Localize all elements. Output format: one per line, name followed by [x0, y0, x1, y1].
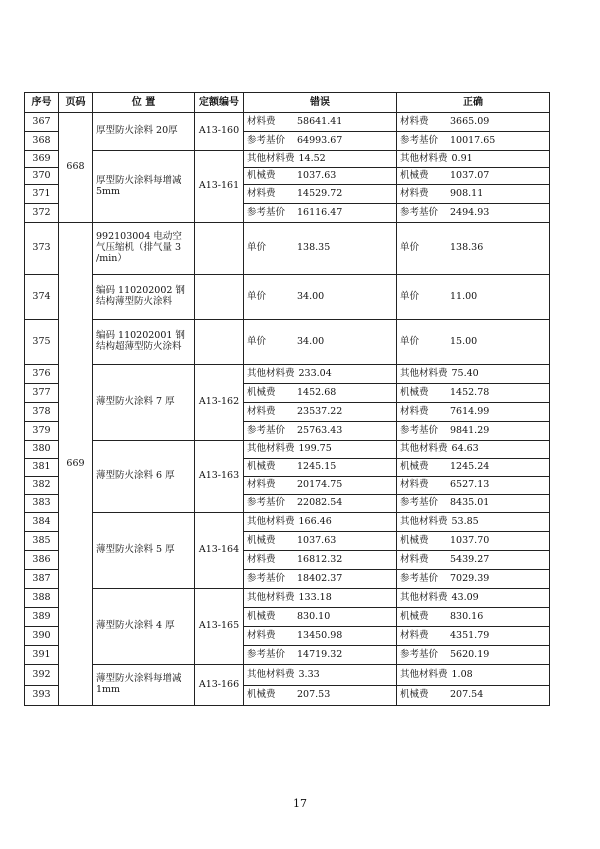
- table-row: [25, 441, 550, 459]
- correct-cell: [397, 223, 550, 275]
- seq-cell: 368: [25, 132, 59, 151]
- wrong-value: 1037.63: [297, 534, 337, 546]
- wrong-cell: [244, 459, 397, 477]
- correct-cell: [397, 185, 550, 204]
- header-wrong: 错误: [244, 93, 397, 113]
- correct-label: 其他材料费: [400, 443, 448, 455]
- wrong-cell: [244, 608, 397, 627]
- wrong-value: 199.75: [298, 443, 332, 455]
- header-page: 页码: [59, 93, 93, 113]
- correct-label: 参考基价: [400, 648, 439, 660]
- seq-cell: 371: [25, 185, 59, 204]
- wrong-label: 材料费: [247, 479, 276, 491]
- quota-code-cell: [195, 320, 244, 365]
- wrong-cell: [244, 646, 397, 665]
- correct-value: 1037.07: [450, 169, 490, 181]
- seq-cell: 375: [25, 320, 59, 365]
- table-row: [25, 151, 550, 168]
- seq-cell: 372: [25, 204, 59, 223]
- seq-cell: 373: [25, 223, 59, 275]
- header-location: 位 置: [93, 93, 195, 113]
- wrong-value: 3.33: [298, 668, 320, 680]
- correct-label: 材料费: [400, 629, 429, 641]
- correct-label: 其他材料费: [400, 668, 448, 680]
- wrong-value: 23537.22: [297, 405, 343, 417]
- correct-value: 1245.24: [450, 461, 490, 473]
- correct-value: 138.36: [450, 242, 484, 254]
- correct-value: 2494.93: [450, 206, 490, 218]
- table-row: [25, 113, 550, 132]
- wrong-label: 机械费: [247, 610, 276, 622]
- correct-cell: [397, 477, 550, 495]
- page-number: 17: [293, 797, 307, 810]
- correct-label: 机械费: [400, 534, 429, 546]
- wrong-cell: [244, 551, 397, 570]
- correct-cell: [397, 495, 550, 513]
- seq-cell: 374: [25, 275, 59, 320]
- header-correct: 正确: [397, 93, 550, 113]
- wrong-label: 材料费: [247, 115, 276, 127]
- correct-value: 4351.79: [450, 629, 490, 641]
- location-cell: 薄型防火涂料每增减 1mm: [93, 665, 195, 706]
- location-cell: 厚型防火涂料 20厚: [93, 113, 195, 151]
- seq-cell: 382: [25, 477, 59, 495]
- correct-value: 11.00: [450, 290, 478, 302]
- correct-value: 6527.13: [450, 479, 490, 491]
- wrong-cell: [244, 132, 397, 151]
- wrong-value: 14529.72: [297, 187, 343, 199]
- wrong-cell: [244, 365, 397, 384]
- wrong-cell: [244, 532, 397, 551]
- correct-label: 参考基价: [400, 206, 439, 218]
- correct-cell: [397, 422, 550, 441]
- correct-value: 43.09: [451, 591, 479, 603]
- table-row: [25, 513, 550, 532]
- quota-code-cell: A13-166: [195, 665, 244, 706]
- correct-label: 参考基价: [400, 134, 439, 146]
- wrong-value: 58641.41: [297, 115, 343, 127]
- wrong-label: 机械费: [247, 534, 276, 546]
- wrong-cell: [244, 185, 397, 204]
- wrong-value: 1037.63: [297, 169, 337, 181]
- correct-cell: [397, 551, 550, 570]
- table-row: [25, 365, 550, 384]
- wrong-label: 材料费: [247, 187, 276, 199]
- correct-cell: [397, 365, 550, 384]
- wrong-value: 830.10: [297, 610, 331, 622]
- header-seq: 序号: [25, 93, 59, 113]
- page-cell: 669: [59, 223, 93, 706]
- correct-label: 材料费: [400, 187, 429, 199]
- quota-code-cell: A13-164: [195, 513, 244, 589]
- correct-value: 3665.09: [450, 115, 490, 127]
- correct-label: 材料费: [400, 405, 429, 417]
- location-cell: 992103004 电动空气压缩机（排气量 3 /min）: [93, 223, 195, 275]
- wrong-label: 参考基价: [247, 134, 286, 146]
- wrong-value: 34.00: [297, 335, 325, 347]
- wrong-cell: [244, 441, 397, 459]
- seq-cell: 381: [25, 459, 59, 477]
- errata-table: [24, 92, 550, 706]
- seq-cell: 384: [25, 513, 59, 532]
- table-row: [25, 665, 550, 686]
- header-code: 定额编号: [195, 93, 244, 113]
- quota-code-cell: A13-162: [195, 365, 244, 441]
- seq-cell: 370: [25, 168, 59, 185]
- wrong-cell: [244, 384, 397, 403]
- correct-label: 材料费: [400, 115, 429, 127]
- errata-body: [25, 113, 550, 706]
- seq-cell: 388: [25, 589, 59, 608]
- wrong-cell: [244, 113, 397, 132]
- correct-cell: [397, 132, 550, 151]
- wrong-cell: [244, 168, 397, 185]
- wrong-label: 参考基价: [247, 648, 286, 660]
- seq-cell: 369: [25, 151, 59, 168]
- correct-value: 0.91: [451, 152, 473, 164]
- wrong-label: 单价: [247, 242, 267, 254]
- seq-cell: 380: [25, 441, 59, 459]
- wrong-value: 14.52: [298, 152, 326, 164]
- correct-value: 5620.19: [450, 648, 490, 660]
- wrong-label: 单价: [247, 290, 267, 302]
- seq-cell: 390: [25, 627, 59, 646]
- seq-cell: 385: [25, 532, 59, 551]
- seq-cell: 389: [25, 608, 59, 627]
- correct-value: 830.16: [450, 610, 484, 622]
- correct-cell: [397, 441, 550, 459]
- correct-cell: [397, 168, 550, 185]
- correct-cell: [397, 686, 550, 706]
- wrong-cell: [244, 513, 397, 532]
- correct-label: 单价: [400, 335, 420, 347]
- quota-code-cell: A13-163: [195, 441, 244, 513]
- location-cell: 薄型防火涂料 6 厚: [93, 441, 195, 513]
- wrong-cell: [244, 627, 397, 646]
- correct-label: 单价: [400, 290, 420, 302]
- seq-cell: 393: [25, 686, 59, 706]
- location-cell: 厚型防火涂料每增减 5mm: [93, 151, 195, 223]
- correct-value: 7614.99: [450, 405, 490, 417]
- table-row: [25, 589, 550, 608]
- correct-label: 机械费: [400, 610, 429, 622]
- wrong-label: 其他材料费: [247, 515, 295, 527]
- correct-cell: [397, 513, 550, 532]
- correct-cell: [397, 384, 550, 403]
- correct-cell: [397, 204, 550, 223]
- wrong-value: 166.46: [298, 515, 332, 527]
- wrong-cell: [244, 422, 397, 441]
- wrong-label: 参考基价: [247, 424, 286, 436]
- wrong-cell: [244, 204, 397, 223]
- wrong-label: 机械费: [247, 461, 276, 473]
- correct-cell: [397, 627, 550, 646]
- wrong-cell: [244, 686, 397, 706]
- wrong-value: 16812.32: [297, 553, 343, 565]
- correct-value: 9841.29: [450, 424, 490, 436]
- wrong-value: 133.18: [298, 591, 332, 603]
- correct-cell: [397, 589, 550, 608]
- correct-label: 材料费: [400, 553, 429, 565]
- wrong-label: 材料费: [247, 553, 276, 565]
- seq-cell: 379: [25, 422, 59, 441]
- wrong-label: 参考基价: [247, 497, 286, 509]
- wrong-value: 22082.54: [297, 497, 343, 509]
- correct-label: 机械费: [400, 689, 429, 701]
- page-cell: 668: [59, 113, 93, 223]
- location-cell: 薄型防火涂料 7 厚: [93, 365, 195, 441]
- location-cell: 编码 110202002 钢结构薄型防火涂料: [93, 275, 195, 320]
- location-cell: 薄型防火涂料 5 厚: [93, 513, 195, 589]
- correct-value: 64.63: [451, 443, 479, 455]
- quota-code-cell: [195, 223, 244, 275]
- correct-cell: [397, 646, 550, 665]
- seq-cell: 387: [25, 570, 59, 589]
- wrong-cell: [244, 275, 397, 320]
- correct-cell: [397, 459, 550, 477]
- correct-value: 15.00: [450, 335, 478, 347]
- wrong-label: 机械费: [247, 689, 276, 701]
- correct-label: 参考基价: [400, 424, 439, 436]
- wrong-label: 其他材料费: [247, 443, 295, 455]
- table-row: [25, 223, 550, 275]
- wrong-cell: [244, 570, 397, 589]
- seq-cell: 378: [25, 403, 59, 422]
- location-cell: 编码 110202001 钢结构超薄型防火涂料: [93, 320, 195, 365]
- correct-label: 材料费: [400, 479, 429, 491]
- correct-cell: [397, 570, 550, 589]
- seq-cell: 367: [25, 113, 59, 132]
- wrong-cell: [244, 665, 397, 686]
- location-cell: 薄型防火涂料 4 厚: [93, 589, 195, 665]
- wrong-label: 单价: [247, 335, 267, 347]
- wrong-label: 材料费: [247, 405, 276, 417]
- seq-cell: 377: [25, 384, 59, 403]
- correct-value: 5439.27: [450, 553, 490, 565]
- correct-value: 10017.65: [450, 134, 496, 146]
- wrong-cell: [244, 477, 397, 495]
- correct-cell: [397, 275, 550, 320]
- quota-code-cell: [195, 275, 244, 320]
- correct-value: 75.40: [451, 367, 479, 379]
- wrong-value: 34.00: [297, 290, 325, 302]
- wrong-cell: [244, 495, 397, 513]
- wrong-label: 材料费: [247, 629, 276, 641]
- correct-cell: [397, 320, 550, 365]
- correct-value: 8435.01: [450, 497, 490, 509]
- correct-label: 参考基价: [400, 572, 439, 584]
- correct-cell: [397, 113, 550, 132]
- wrong-value: 18402.37: [297, 572, 343, 584]
- correct-value: 207.54: [450, 689, 484, 701]
- wrong-value: 207.53: [297, 689, 331, 701]
- wrong-value: 16116.47: [297, 206, 343, 218]
- correct-label: 机械费: [400, 386, 429, 398]
- wrong-cell: [244, 320, 397, 365]
- seq-cell: 386: [25, 551, 59, 570]
- wrong-value: 25763.43: [297, 424, 343, 436]
- correct-value: 1037.70: [450, 534, 490, 546]
- correct-label: 参考基价: [400, 497, 439, 509]
- wrong-value: 14719.32: [297, 648, 343, 660]
- seq-cell: 391: [25, 646, 59, 665]
- seq-cell: 376: [25, 365, 59, 384]
- wrong-label: 其他材料费: [247, 367, 295, 379]
- correct-label: 机械费: [400, 169, 429, 181]
- header-row: [25, 93, 550, 113]
- quota-code-cell: A13-160: [195, 113, 244, 151]
- correct-label: 其他材料费: [400, 515, 448, 527]
- wrong-label: 参考基价: [247, 206, 286, 218]
- correct-value: 1452.78: [450, 386, 490, 398]
- wrong-cell: [244, 151, 397, 168]
- correct-value: 53.85: [451, 515, 479, 527]
- wrong-cell: [244, 223, 397, 275]
- table-row: [25, 275, 550, 320]
- correct-label: 其他材料费: [400, 591, 448, 603]
- correct-label: 机械费: [400, 461, 429, 473]
- correct-value: 908.11: [450, 187, 484, 199]
- wrong-value: 64993.67: [297, 134, 343, 146]
- seq-cell: 392: [25, 665, 59, 686]
- correct-cell: [397, 151, 550, 168]
- wrong-label: 其他材料费: [247, 668, 295, 680]
- wrong-value: 13450.98: [297, 629, 343, 641]
- wrong-label: 机械费: [247, 386, 276, 398]
- correct-value: 7029.39: [450, 572, 490, 584]
- quota-code-cell: A13-165: [195, 589, 244, 665]
- wrong-value: 1245.15: [297, 461, 337, 473]
- wrong-value: 1452.68: [297, 386, 337, 398]
- wrong-label: 其他材料费: [247, 152, 295, 164]
- correct-value: 1.08: [451, 668, 473, 680]
- wrong-label: 机械费: [247, 169, 276, 181]
- seq-cell: 383: [25, 495, 59, 513]
- wrong-label: 其他材料费: [247, 591, 295, 603]
- table-row: [25, 320, 550, 365]
- wrong-label: 参考基价: [247, 572, 286, 584]
- correct-label: 单价: [400, 242, 420, 254]
- wrong-value: 138.35: [297, 242, 331, 254]
- correct-cell: [397, 403, 550, 422]
- quota-code-cell: A13-161: [195, 151, 244, 223]
- correct-label: 其他材料费: [400, 152, 448, 164]
- correct-cell: [397, 532, 550, 551]
- wrong-cell: [244, 589, 397, 608]
- wrong-value: 233.04: [298, 367, 332, 379]
- wrong-cell: [244, 403, 397, 422]
- correct-cell: [397, 608, 550, 627]
- correct-label: 其他材料费: [400, 367, 448, 379]
- wrong-value: 20174.75: [297, 479, 343, 491]
- correct-cell: [397, 665, 550, 686]
